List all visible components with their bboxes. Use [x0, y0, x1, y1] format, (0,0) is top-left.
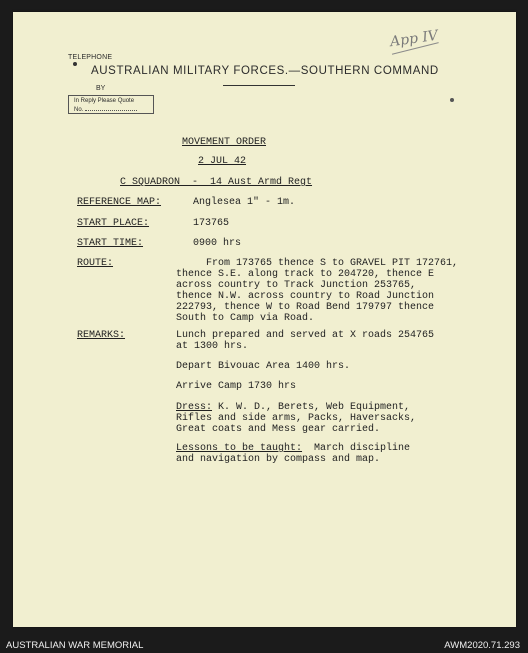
start-time-label: START TIME: [77, 238, 144, 249]
lessons-line: Lessons to be taught: March discipline [176, 443, 411, 454]
reply-line1: In Reply Please Quote [74, 98, 135, 104]
dress-line: Rifles and side arms, Packs, Haversacks, [176, 413, 417, 424]
route-line: South to Camp via Road. [176, 313, 315, 324]
start-place-label: START PLACE: [77, 218, 150, 229]
order-unit: C SQUADRON - 14 Aust Armd Regt [120, 177, 313, 188]
arrive-line: Arrive Camp 1730 hrs [176, 381, 297, 392]
route-label: ROUTE: [77, 258, 114, 269]
reference-map-label: REFERENCE MAP: [77, 197, 162, 208]
letterhead-rule [223, 85, 295, 86]
by-label: BY [96, 85, 106, 92]
route-line: From 173765 thence S to GRAVEL PIT 172761, [206, 258, 459, 269]
telephone-label: TELEPHONE [68, 54, 113, 61]
telephone-mark [73, 62, 77, 66]
lessons-line: and navigation by compass and map. [176, 454, 381, 465]
handwritten-annotation: App IV [389, 28, 439, 51]
route-line: thence N.W. across country to Road Junction [176, 291, 435, 302]
order-title: MOVEMENT ORDER [182, 137, 267, 148]
punch-mark [450, 98, 454, 102]
reply-box [68, 95, 154, 114]
archive-credit: AUSTRALIAN WAR MEMORIAL [6, 640, 144, 651]
reply-line2: No. [74, 106, 153, 115]
document-page [13, 12, 516, 627]
remarks-line: at 1300 hrs. [176, 341, 249, 352]
dress-line: Dress: K. W. D., Berets, Web Equipment, [176, 402, 411, 413]
route-line: 222793, thence W to Road Bend 179797 thence [176, 302, 435, 313]
start-place-value: 173765 [193, 218, 230, 229]
route-line: across country to Track Junction 253765, [176, 280, 417, 291]
route-line: thence S.E. along track to 204720, thence E [176, 269, 435, 280]
archive-reference: AWM2020.71.293 [444, 640, 520, 651]
start-time-value: 0900 hrs [193, 238, 242, 249]
order-date: 2 JUL 42 [198, 156, 247, 167]
letterhead-title: AUSTRALIAN MILITARY FORCES.—SOUTHERN COMMAND [91, 65, 439, 77]
dress-line: Great coats and Mess gear carried. [176, 424, 381, 435]
lessons-label: Lessons to be taught: [176, 443, 303, 454]
remarks-label: REMARKS: [77, 330, 126, 341]
reference-map-value: Anglesea 1" - 1m. [193, 197, 296, 208]
remarks-line: Lunch prepared and served at X roads 254765 [176, 330, 435, 341]
dress-label: Dress: [176, 402, 213, 413]
depart-line: Depart Bivouac Area 1400 hrs. [176, 361, 351, 372]
